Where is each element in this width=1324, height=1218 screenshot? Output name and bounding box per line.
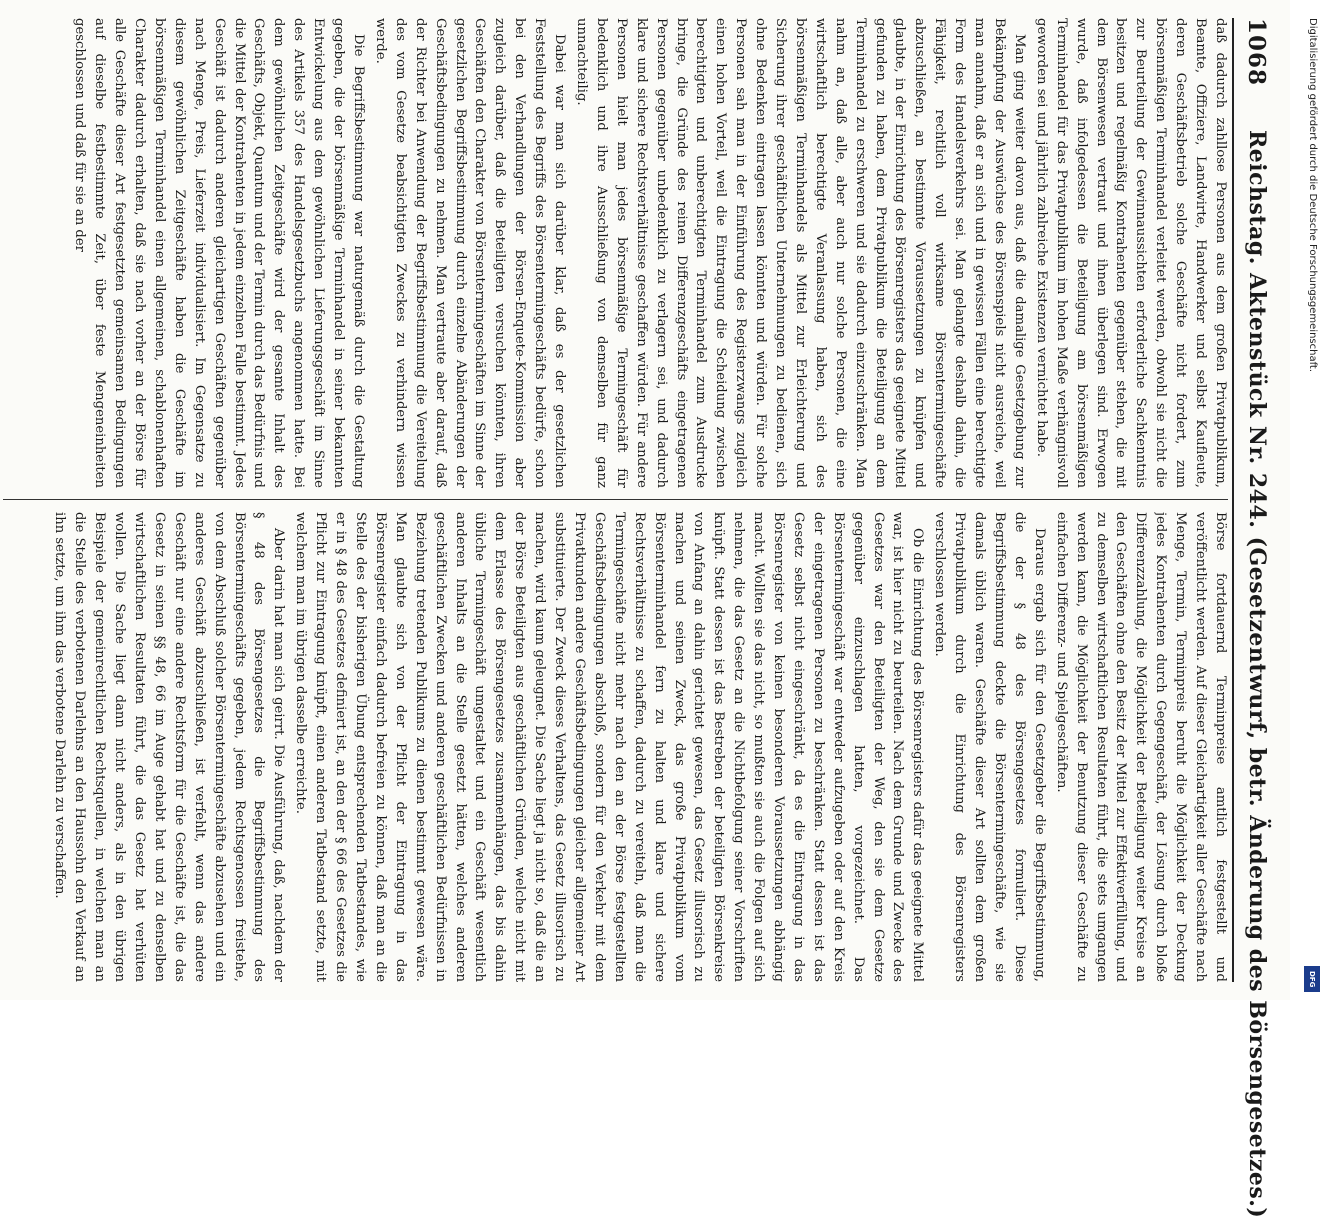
digitization-credit: Digitalisierung gefördert durch die Deutsche Forschungsgemeinschaft. — [1307, 18, 1318, 373]
page-number: 1068 — [1243, 18, 1271, 87]
paragraph: Aber darin hat man sich geirrt. Die Ausführung, daß, nachdem der § 48 des Börsengesetzes die Begriffsbestimmung des Börsentermingeschäfts gegeben, jedem Rechtsgenossen freistehe, von dem Abschluß solcher Börsentermingeschäfte abzusehen und ein anderes Geschäft abzuschließen, ist verfehlt, wenn das andere Geschäft nur eine andere Rechtsform für die Geschäfte ist, die das Gesetz in seinen §§ 48, 66 im Auge gehabt hat und zu denselben wirtschaftlichen Resultaten führt, die das Gesetz hat verhüten wollen. Die Sache liegt dann nicht anders, als in den übrigen Beispiele der gemeinrechtlichen Rechtsquellen, in welchen man an die Stelle des verbotenen Darlehns an den Haussohn den Verkauf an ihn setzte, um ihm das verbotene Darlehn zu verschaffen. — [52, 512, 287, 982]
paragraph: Börse fortdauernd Terminpreise amtlich festgestellt und veröffentlicht werden. Auf dieser Gleichartigkeit aller Geschäfte nach Menge, Termin, Terminpreis beruht die Möglichkeit der Deckung jedes Kontrahenten durch Gegengeschäft, der Lösung durch bloße Differenzzahlung, die Möglichkeit der Beteiligung weiter Kreise an den Geschäften ohne den Besitz der Mittel zur Effektiverfüllung, und zu demselben wirtschaftlichen Resultaten führt, die stets umgangen werden kann, die Möglichkeit der Benutzung dieser Geschäfte zu einfachen Differenz- und Spielgeschäften. — [1053, 512, 1228, 982]
paragraph: Dabei war man sich darüber klar, daß es der gesetzlichen Feststellung des Begriffs des Börsentermingeschäfts bedürfe, schon bei den Verhandlungen der Börsen-Enquete-Kommission aber zugleich darüber, daß die Beteiligten versuchen könnten, ihren Geschäften den Charakter von Börsentermingeschäften im Sinne der gesetzlichen Begriffsbestimmung durch einzelne Abänderungen der Geschäftsbedingungen zu nehmen. Man vertraute aber darauf, daß der Richter bei Anwendung der Begriffsbestimmung die Vereitelung des vom Gesetze beabsichtigten Zweckes zu verhindern wissen werde. — [372, 18, 568, 488]
paragraph: Ob die Einrichtung des Börsenregisters dafür das geeignete Mittel war, ist hier nicht zu beurteilen. Nach dem Grunde und Zwecke des Gesetzes war den Beteiligten der Weg, den sie dem Gesetze gegenüber einzuschlagen hatten, vorgezeichnet. Das Börsentermingeschäft war entweder aufzugeben oder auf den Kreis der eingetragenen Personen zu beschränken. Statt dessen ist das Gesetz selbst nicht eingeschränkt, da es die Eintragung in das Börsenregister von keinen besonderen Voraussetzungen abhängig macht. Wollten sie das nicht, so mußten sie auch die Folgen auf sich nehmen, die das Gesetz an die Nichtbefolgung seiner Vorschriften knüpft. Statt dessen ist das Bestreben der beteiligten Börsenkreise von Anfang an dahin gerichtet gewesen, das Gesetz illusorisch zu machen und seinen Zweck, das große Privatpublikum vom Börsenterminhandel fern zu halten und klare und sichere Rechtsverhältnisse zu schaffen, dadurch zu vereiteln, daß man die Termingeschäfte nicht mehr nach den an der Börse festgestellten Geschäftsbedingungen abschloß, sondern für den Verkehr mit dem Privatkunden andere Geschäftsbedingungen gleicher allgemeiner Art substituierte. Der Zweck dieses Verhaltens, das Gesetz illusorisch zu machen, wird kaum geleugnet. Die Sache liegt ja nicht so, daß die an der Börse Beteiligten aus geschäftlichen Gründen, welche nicht mit dem Erlasse des Börsengesetzes zusammenhängen, das bis dahin übliche Termingeschäft umgestaltet und ein Geschäft wesentlich anderen Inhalts an die Stelle gesetzt hätten, welches anderen geschäftlichen Zwecken und anderen geschäftlichen Bedürfnissen in Beziehung tretenden Publikums zu dienen bestimmt gewesen wäre. Man glaubte sich von der Pflicht der Eintragung in das Börsenregister einfach dadurch befreien zu können, daß man an die Stelle des der bisherigen Übung entsprechenden Tatbestandes, wie er in § 48 des Gesetzes definiert ist, an den der § 66 des Gesetzes die Pflicht zur Eintragung knüpft, einen anderen Tatbestand setzte, mit welchem man im übrigen dasselbe erreichte. — [293, 512, 926, 982]
dfg-logo: DFG — [1304, 966, 1320, 992]
paragraph: Daraus ergab sich für den Gesetzgeber die Begriffsbestimmung, die der § 48 des Börsengesetzes formuliert. Diese Begriffsbestimmung deckte die Börsentermingeschäfte, wie sie damals üblich waren. Geschäfte dieser Art sollten dem großen Privatpublikum durch die Einrichtung des Börsenregisters verschlossen werden. — [932, 512, 1047, 982]
paragraph: Man ging weiter davon aus, daß die damalige Gesetzgebung zur Bekämpfung der Auswüchse des Börsenspiels nicht ausreiche, weil man annahm, daß er an sich und in gewissen Fällen eine berechtigte Form des Handelsverkehrs sei. Man gelangte deshalb dahin, die Fähigkeit, rechtlich voll wirksame Börsentermingeschäfte abzuschließen, an bestimmte Voraussetzungen zu knüpfen und glaubte, in der Einrichtung des Börsenregisters das geeignete Mittel gefunden zu haben, dem Privatpublikum die Beteiligung an dem Terminhandel zu erschweren und sie dadurch einzuschränken. Man nahm an, daß alle, aber auch nur solche Personen, die eine wirtschaftlich berechtigte Veranlassung haben, sich des börsenmäßigen Terminhandels als Mittel zur Erleichterung und Sicherung ihrer geschäftlichen Unternehmungen zu bedienen, sich ohne Bedenken eintragen lassen könnten und würden. Für solche Personen sah man in der Einführung des Registerzwangs zugleich einen hohen Vorteil, weil die Eintragung die Scheidung zwischen berechtigten und unberechtigten Terminhandel zum Ausdrucke bringe, die Gründe des reinen Differenzgeschäfts eingetragenen Personen gegenüber unbedenklich zu verlagern sei, und dadurch klare und sichere Rechtsverhältnisse geschaffen würden. Für andere Personen hielt man jedes börsenmäßige Termingeschäft für bedenklich und ihre Ausschließung von demselben für ganz unnachteilig. — [574, 18, 1027, 488]
page-header — [1232, 18, 1280, 1218]
text-column-left — [0, 18, 1230, 488]
paragraph: daß dadurch zahllose Personen aus dem großen Privatpublikum, Beamte, Offiziere, Landwirte, Handwerker und selbst Kaufleute, deren Geschäftsbetrieb solche Geschäfte nicht fordert, zum börsenmäßigen Terminhandel verleitet werden, obwohl sie nicht die zur Beurteilung der Gewinnaussichten erforderliche Sachkenntnis besitzen und regelmäßig Kontrahenten gegenüber stehen, die mit dem Börsenwesen vertraut und ihnen überlegen sind. Erwogen wurde, daß infolgedessen die Beteiligung am börsenmäßigen Terminhandel für das Privatpublikum im hohen Maße verhängnisvoll geworden sei und jährlich zahlreiche Existenzen vernichtet habe. — [1033, 18, 1228, 488]
page-title: Reichstag. Aktenstück Nr. 244. (Gesetzentwurf, betr. Änderung des Börsengesetzes.) — [1244, 130, 1270, 1218]
column-divider — [3, 499, 1228, 500]
paragraph: Die Begriffsbestimmung war naturgemäß durch die Gestaltung gegeben, die der börsenmäßige Terminhandel in seiner bekannten Entwickelung aus dem gewöhnlichen Lieferungsgeschäft im Sinne des Artikels 357 des Handelsgesetzbuchs angenommen hatte. Bei dem gewöhnlichen Zeitgeschäfte wird der gesamte Inhalt des Geschäfts, Objekt, Quantum und der Termin durch das Bedürfnis und die Mittel der Kontrahenten in jedem einzelnen Falle bestimmt. Jedes Geschäft ist dadurch anderen gleichartigen Geschäften gegenüber nach Menge, Preis, Lieferzeit individualisiert. Im Gegensatze zu diesem gewöhnlichen Zeitgeschäfte haben die Geschäfte im börsenmäßigen Terminhandel einen allgemeinen, schablonenhaften Charakter dadurch erhalten, daß sie nach vorher an der Börse für alle Geschäfte dieser Art festgesetzten gemeinsamen Bedingungen auf dieselbe festbestimmte Zeit, über feste Mengeneinheiten geschlossen und daß für sie an der — [72, 18, 367, 488]
digitization-credit-bar — [1298, 0, 1324, 1000]
text-column-right — [0, 512, 1230, 982]
